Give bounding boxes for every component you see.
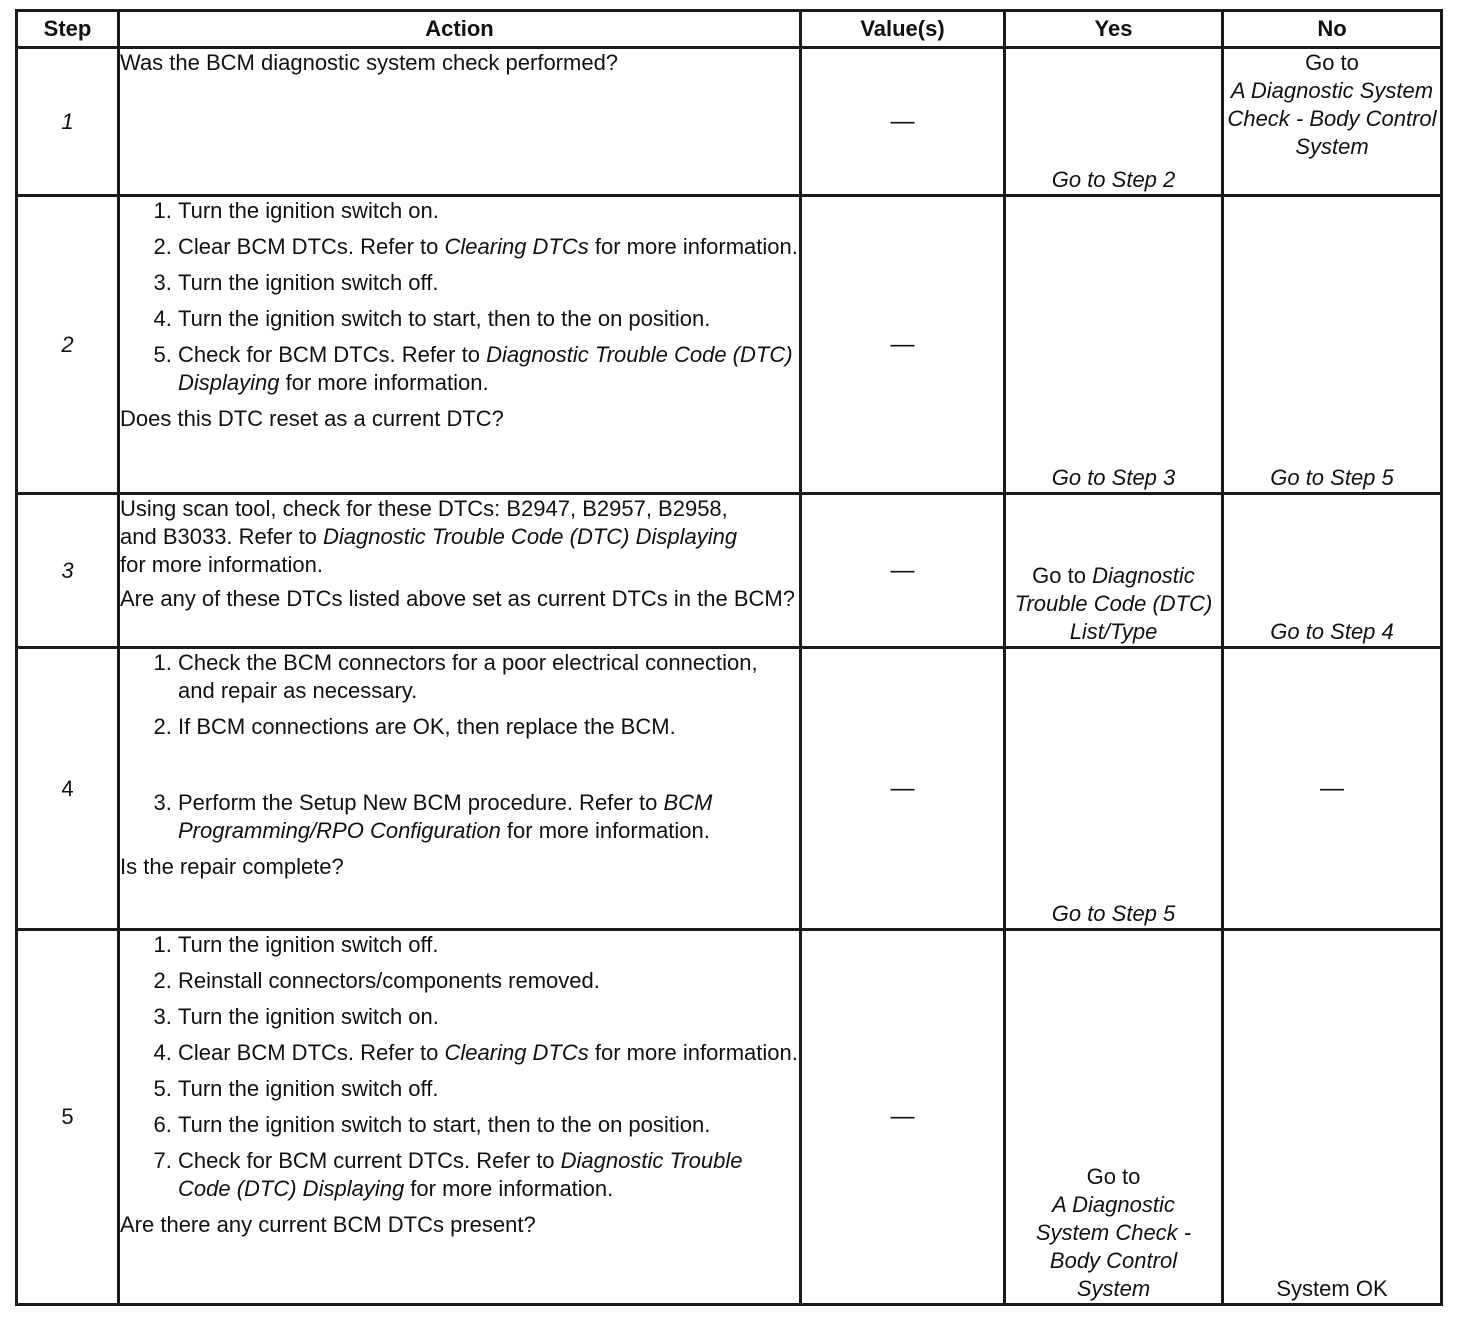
header-action: Action — [119, 11, 801, 48]
list-item: 7. Check for BCM current DTCs. Refer to Diagnostic Trouble Code (DTC) Displaying for more information. — [178, 1147, 799, 1203]
action-cell — [119, 648, 801, 930]
header-yes: Yes — [1005, 11, 1223, 48]
no-cell[interactable] — [1223, 48, 1442, 196]
action-cell — [119, 930, 801, 1305]
list-item: 3. Perform the Setup New BCM procedure. Refer to BCM Programming/RPO Configuration for more information. — [178, 789, 799, 845]
list-item: 6. Turn the ignition switch to start, then to the on position. — [178, 1111, 799, 1139]
action-list — [120, 931, 799, 1203]
yes-cell[interactable] — [1005, 494, 1223, 648]
system-ok-text: System OK — [1276, 1276, 1388, 1301]
action-list — [120, 649, 799, 845]
reference-link[interactable]: Diagnostic Trouble Code (DTC) Displaying — [178, 1148, 743, 1201]
step-number: 2 — [17, 196, 119, 494]
reference-link[interactable]: Diagnostic Trouble Code (DTC) Displaying — [178, 342, 793, 395]
action-paragraph: Using scan tool, check for these DTCs: B2947, B2957, B2958, and B3033. Refer to Diagnostic Trouble Code (DTC) Displaying for more information. — [120, 496, 738, 577]
list-item: 5. Turn the ignition switch off. — [178, 1075, 799, 1103]
yes-prefix: Go to — [1086, 1164, 1141, 1189]
list-item: 2. If BCM connections are OK, then replace the BCM. — [178, 713, 799, 741]
list-item: 4. Turn the ignition switch to start, then to the on position. — [178, 305, 799, 333]
value-cell: — — [801, 196, 1005, 494]
list-item: 1. Turn the ignition switch on. — [178, 197, 799, 225]
step-number: 5 — [17, 930, 119, 1305]
table-row-step-5 — [17, 930, 1442, 1305]
header-no: No — [1223, 11, 1442, 48]
no-cell: — — [1223, 648, 1442, 930]
action-question: Was the BCM diagnostic system check performed? — [120, 50, 619, 75]
list-item: 2. Reinstall connectors/components removed. — [178, 967, 799, 995]
reference-link[interactable]: Diagnostic Trouble Code (DTC) Displaying — [323, 524, 738, 549]
yes-cell[interactable]: Go to Step 2 — [1005, 48, 1223, 196]
action-cell — [119, 48, 801, 196]
reference-link[interactable]: BCM Programming/RPO Configuration — [178, 790, 713, 843]
yes-cell[interactable]: Go to Step 3 — [1005, 196, 1223, 494]
header-values: Value(s) — [801, 11, 1005, 48]
yes-cell[interactable] — [1005, 930, 1223, 1305]
list-item: 3. Turn the ignition switch off. — [178, 269, 799, 297]
yes-prefix: Go to — [1032, 563, 1093, 588]
action-cell — [119, 494, 801, 648]
value-cell: — — [801, 48, 1005, 196]
diagnostic-table — [15, 9, 1443, 1306]
action-question: Does this DTC reset as a current DTC? — [120, 406, 504, 431]
list-item: 2. Clear BCM DTCs. Refer to Clearing DTCs for more information. — [178, 233, 799, 261]
no-cell[interactable]: Go to Step 4 — [1223, 494, 1442, 648]
list-item: 3. Turn the ignition switch on. — [178, 1003, 799, 1031]
step-number: 3 — [17, 494, 119, 648]
yes-link[interactable]: Diagnostic Trouble Code (DTC) List/Type — [1014, 563, 1213, 644]
header-step: Step — [17, 11, 119, 48]
table-row-step-4 — [17, 648, 1442, 930]
list-item: 1. Turn the ignition switch off. — [178, 931, 799, 959]
no-cell — [1223, 930, 1442, 1305]
table-row-step-1 — [17, 48, 1442, 196]
list-item: 1. Check the BCM connectors for a poor electrical connection, and repair as necessary. — [178, 649, 799, 705]
action-question: Is the repair complete? — [120, 854, 344, 879]
step-number: 4 — [17, 648, 119, 930]
reference-link[interactable]: Clearing DTCs — [444, 1040, 589, 1065]
step-number: 1 — [17, 48, 119, 196]
list-item: 5. Check for BCM DTCs. Refer to Diagnostic Trouble Code (DTC) Displaying for more information. — [178, 341, 799, 397]
no-prefix: Go to — [1305, 50, 1359, 75]
no-link[interactable]: A Diagnostic System Check - Body Control System — [1227, 78, 1437, 159]
reference-link[interactable]: Clearing DTCs — [444, 234, 589, 259]
action-cell — [119, 196, 801, 494]
value-cell: — — [801, 494, 1005, 648]
value-cell: — — [801, 648, 1005, 930]
value-cell: — — [801, 930, 1005, 1305]
table-row-step-2 — [17, 196, 1442, 494]
list-item: 4. Clear BCM DTCs. Refer to Clearing DTCs for more information. — [178, 1039, 799, 1067]
action-question: Are any of these DTCs listed above set as current DTCs in the BCM? — [120, 586, 795, 611]
action-question: Are there any current BCM DTCs present? — [120, 1212, 536, 1237]
no-cell[interactable]: Go to Step 5 — [1223, 196, 1442, 494]
action-list — [120, 197, 799, 397]
yes-cell[interactable]: Go to Step 5 — [1005, 648, 1223, 930]
table-row-step-3 — [17, 494, 1442, 648]
yes-link[interactable]: A Diagnostic System Check - Body Control System — [1035, 1192, 1192, 1301]
header-row — [17, 11, 1442, 48]
